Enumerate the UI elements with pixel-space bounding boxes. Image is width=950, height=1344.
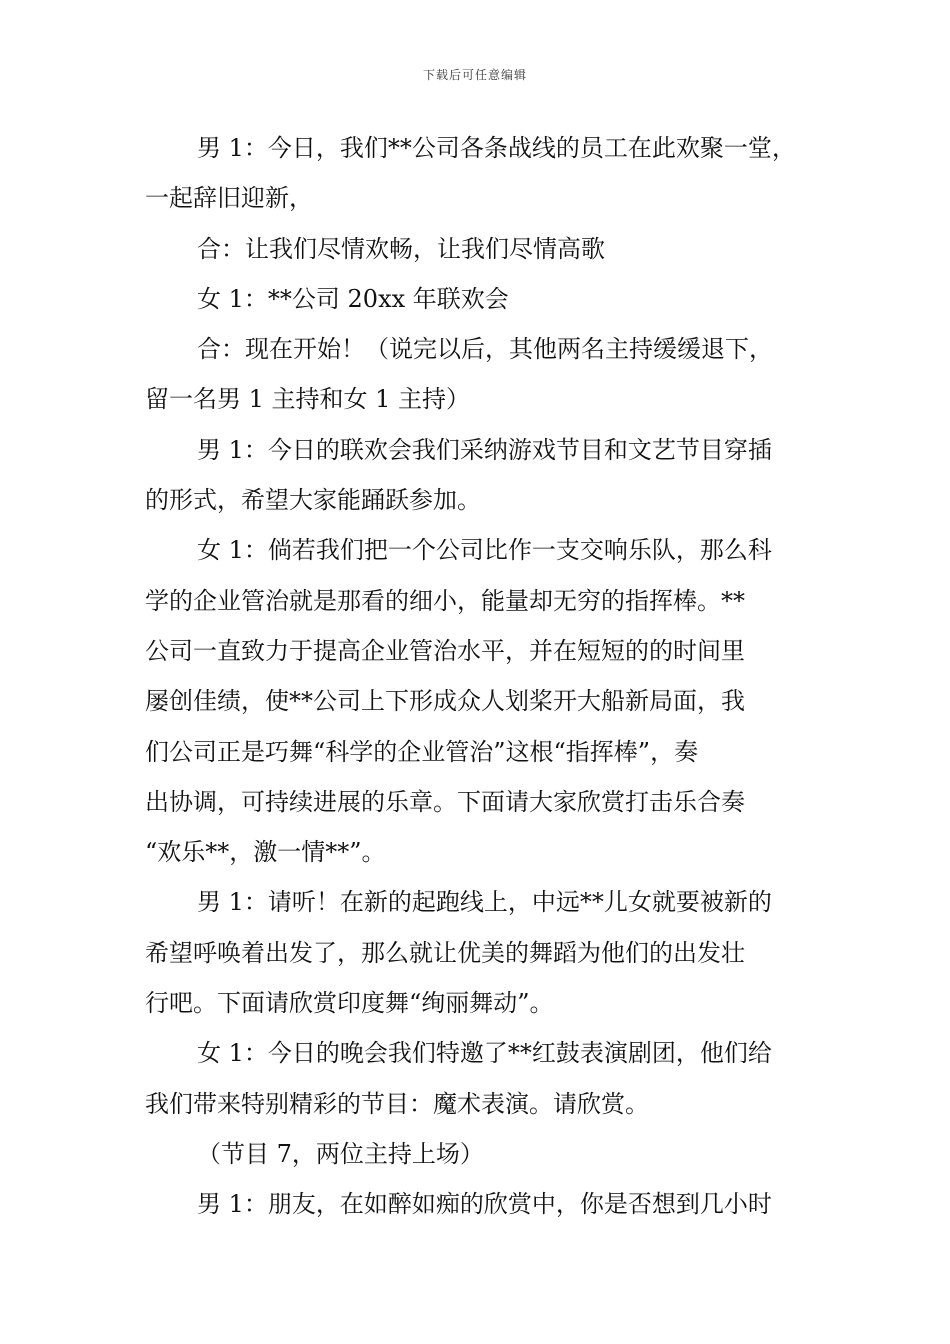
text-line: 男 1：今日，我们**公司各条战线的员工在此欢聚一堂， bbox=[197, 134, 796, 162]
text-line: 行吧。下面请欣赏印度舞“绚丽舞动”。 bbox=[145, 989, 554, 1018]
text-line: 女 1：**公司 20xx 年联欢会 bbox=[197, 284, 509, 313]
text-line: 合：现在开始！（说完以后，其他两名主持缓缓退下， bbox=[197, 335, 773, 364]
text-line: 女 1：今日的晚会我们特邀了**红鼓表演剧团，他们给 bbox=[197, 1039, 772, 1068]
text-line: “欢乐**，激一情**”。 bbox=[145, 838, 386, 867]
document-body bbox=[145, 123, 810, 1230]
text-line: 男 1：请听！在新的起跑线上，中远**儿女就要被新的 bbox=[197, 888, 772, 917]
paragraph bbox=[145, 123, 810, 224]
paragraph bbox=[145, 224, 810, 274]
text-line: 留一名男 1 主持和女 1 主持） bbox=[145, 385, 471, 414]
text-line: 公司一直致力于提高企业管治水平，并在短短的的时间里 bbox=[145, 636, 745, 665]
text-line: 的形式，希望大家能踊跃参加。 bbox=[145, 486, 481, 515]
paragraph bbox=[145, 1179, 810, 1229]
page-header: 下载后可任意编辑 bbox=[422, 68, 527, 82]
text-line: 男 1：朋友，在如醉如痴的欣赏中，你是否想到几小时 bbox=[197, 1190, 772, 1219]
paragraph bbox=[145, 1028, 810, 1129]
paragraph bbox=[145, 525, 810, 877]
paragraph bbox=[145, 1129, 810, 1179]
text-line: 们公司正是巧舞“科学的企业管治”这根“指挥棒”，奏 bbox=[145, 737, 699, 766]
text-line: （节目 7，两位主持上场） bbox=[197, 1139, 484, 1168]
paragraph bbox=[145, 425, 810, 526]
text-line: 我们带来特别精彩的节目：魔术表演。请欣赏。 bbox=[145, 1089, 649, 1118]
text-line: 学的企业管治就是那看的细小，能量却无穷的指挥棒。** bbox=[145, 586, 745, 615]
paragraph bbox=[145, 877, 810, 1028]
text-line: 男 1：今日的联欢会我们采纳游戏节目和文艺节目穿插 bbox=[197, 435, 772, 464]
text-line: 女 1：倘若我们把一个公司比作一支交响乐队，那么科 bbox=[197, 536, 772, 565]
text-line: 屡创佳绩，使**公司上下形成众人划桨开大船新局面，我 bbox=[145, 687, 745, 716]
paragraph bbox=[145, 274, 810, 324]
text-line: 一起辞旧迎新， bbox=[145, 184, 313, 213]
text-line: 希望呼唤着出发了，那么就让优美的舞蹈为他们的出发壮 bbox=[145, 938, 745, 967]
paragraph bbox=[145, 324, 810, 425]
text-line: 出协调，可持续进展的乐章。下面请大家欣赏打击乐合奏 bbox=[145, 787, 745, 816]
text-line: 合：让我们尽情欢畅，让我们尽情高歌 bbox=[197, 234, 605, 263]
